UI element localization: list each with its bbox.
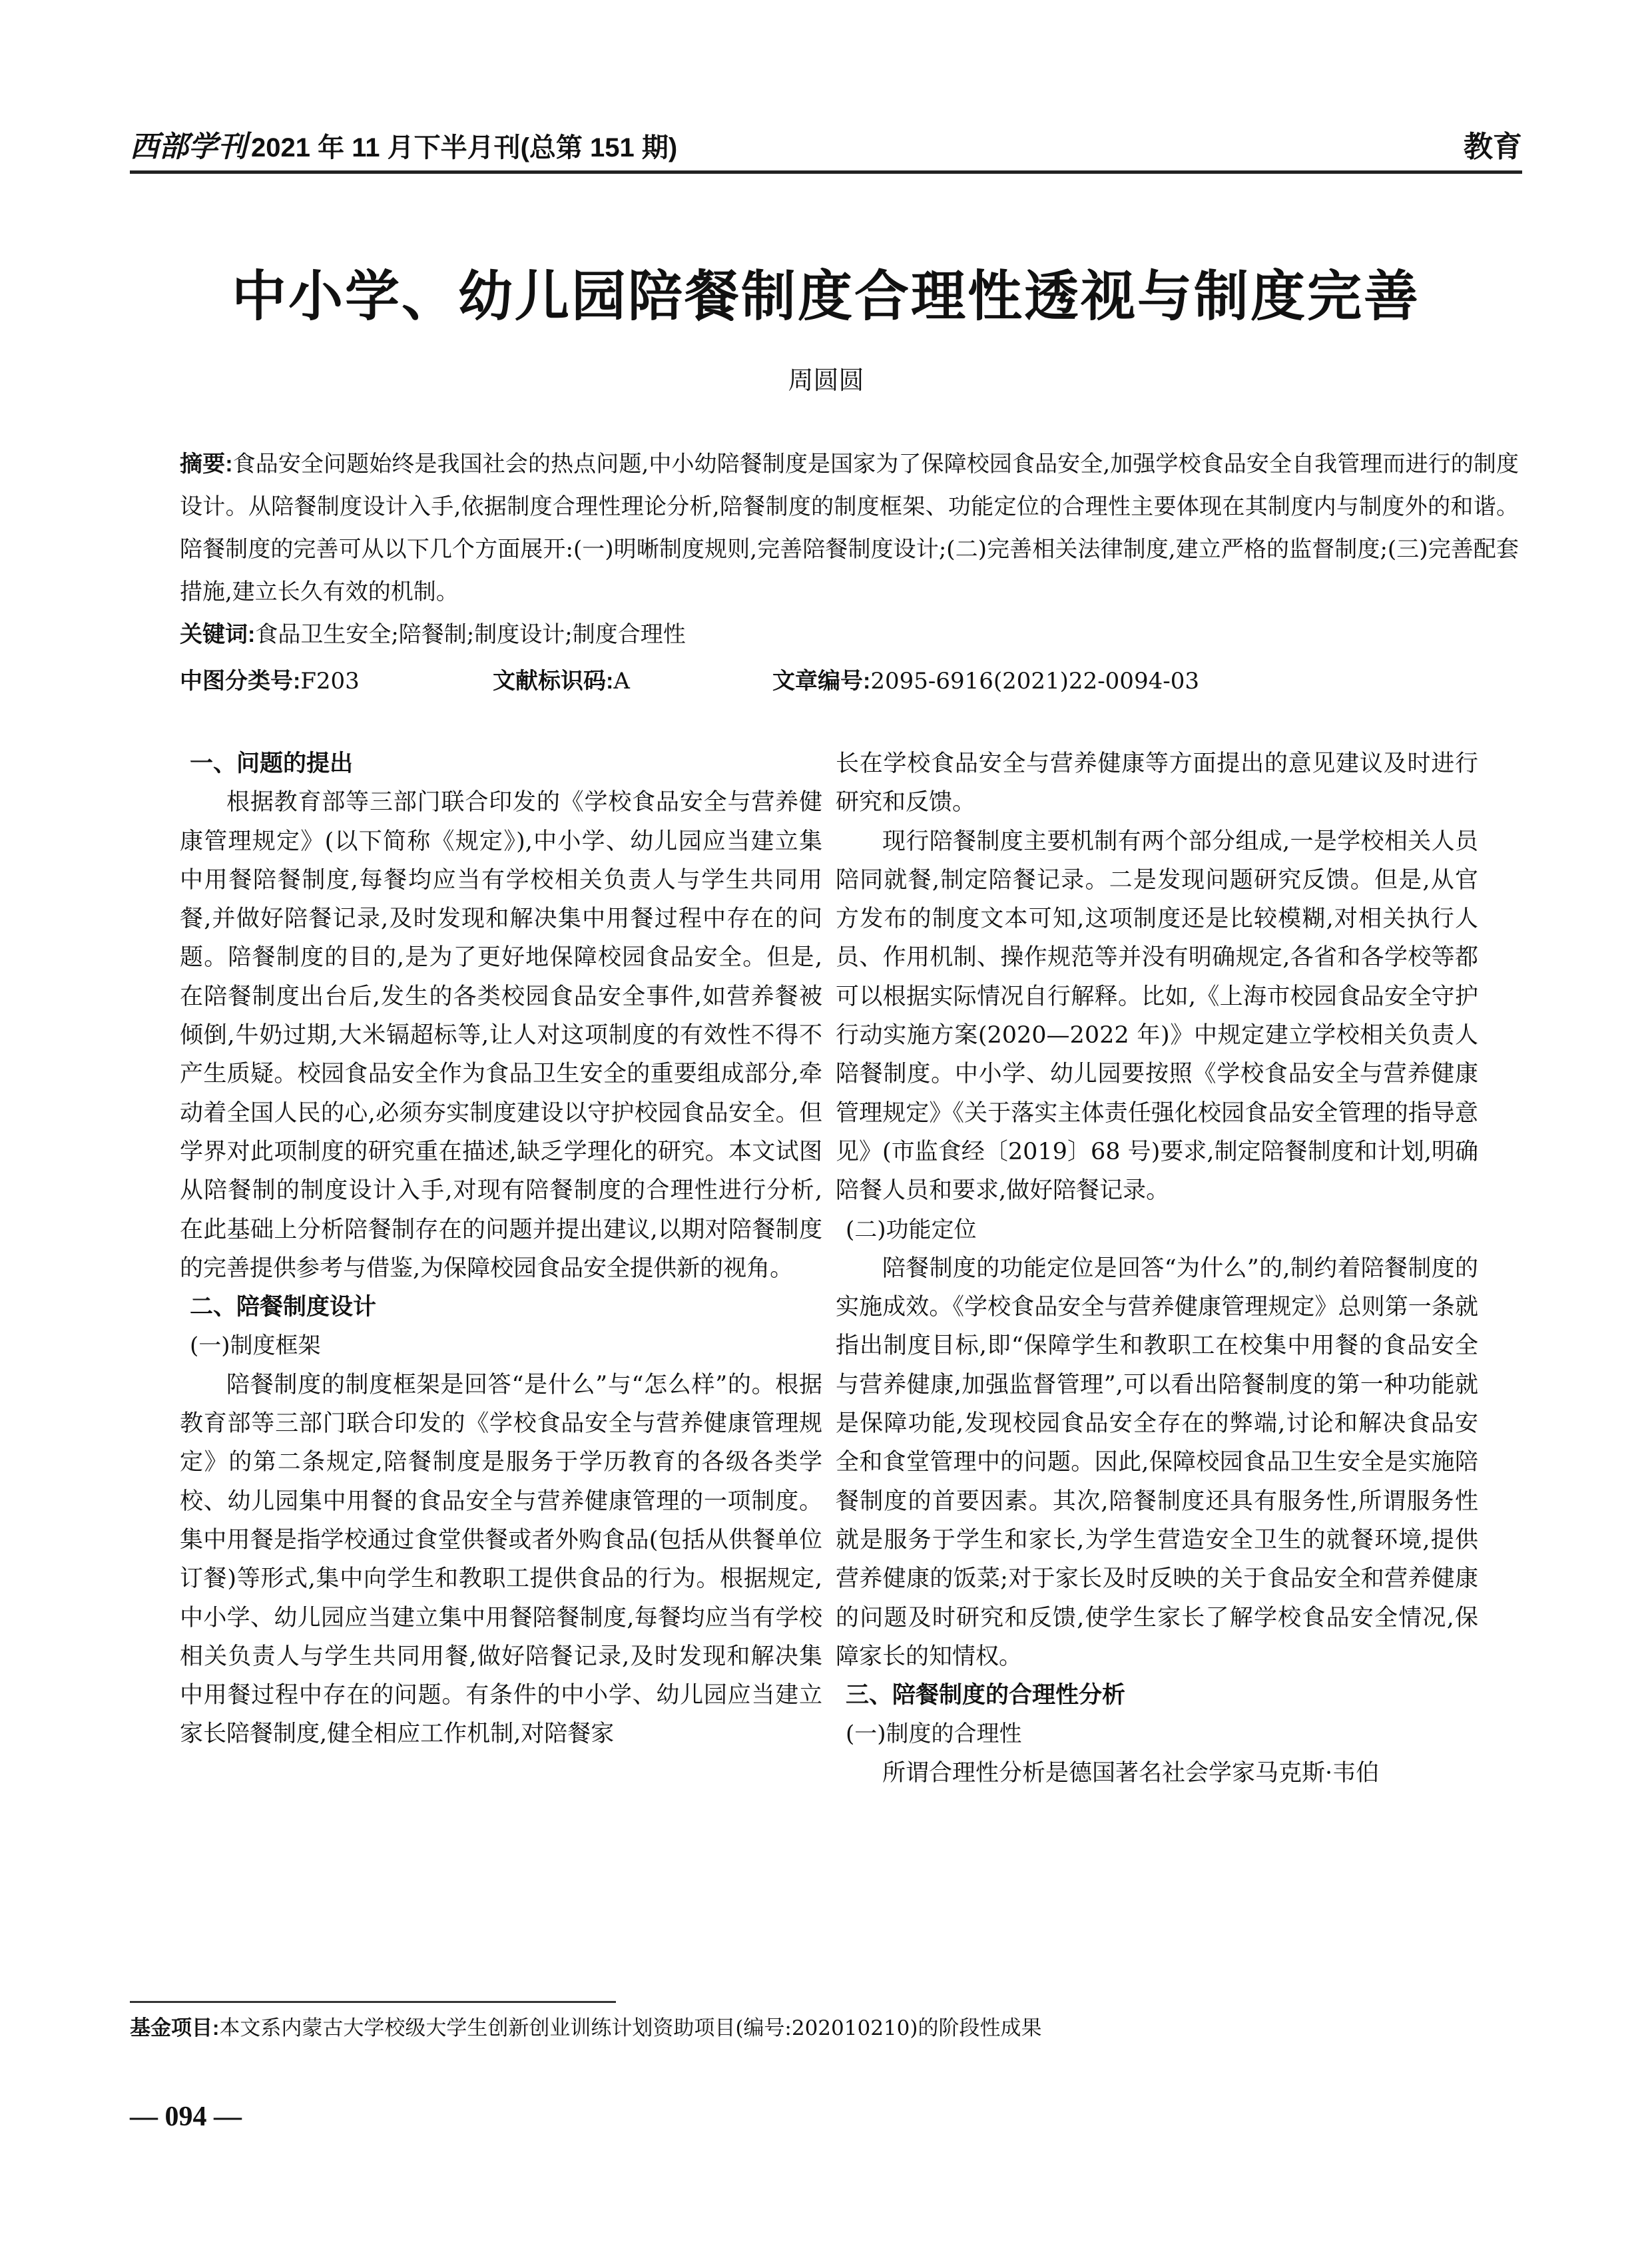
article-number (772, 663, 1199, 695)
clc-label: 中图分类号: (180, 669, 301, 694)
article-number-value: 2095-6916(2021)22-0094-03 (870, 668, 1199, 695)
subsection-heading: (二)功能定位 (846, 1216, 977, 1243)
section-tag: 教育 (1464, 131, 1522, 163)
section-heading-1: 一、问题的提出 (190, 750, 354, 776)
article-title: 中小学、幼儿园陪餐制度合理性透视与制度完善 (231, 265, 1420, 328)
footnote-divider (130, 2001, 616, 2003)
subsection-heading: (一)制度的合理性 (846, 1721, 1022, 1748)
running-header (130, 112, 1522, 174)
doc-label: 文献标识码: (493, 669, 614, 694)
funding-footnote (130, 2011, 1522, 2041)
page-number: — 094 — (130, 2102, 242, 2132)
paragraph: 陪餐制度的功能定位是回答“为什么”的,制约着陪餐制度的实施成效。《学校食品安全与营养健康管理规定》总则第一条就指出制度目标,即“保障学生和教职工在校集中用餐的食品安全与营养健康,加强监督管理”,可以看出陪餐制度的第一种功能就是保障功能,发现校园食品安全存在的弊端,讨论和解决食品安全和食堂管理中的问题。因此,保障校园食品卫生安全是实施陪餐制度的首要因素。其次,陪餐制度还具有服务性,所谓服务性就是服务于学生和家长,为学生营造安全卫生的就餐环境,提供营养健康的饭菜;对于家长及时反映的关于食品安全和营养健康的问题及时研究和反馈,使学生家长了解学校食品安全情况,保障家长的知情权。 (836, 1255, 1478, 1670)
subsection-heading: (一)制度框架 (190, 1332, 321, 1360)
doc-code (493, 663, 772, 695)
body-column-left (180, 744, 822, 1754)
fund-label: 基金项目: (130, 2016, 220, 2040)
keywords-label: 关键词: (180, 622, 256, 647)
issue-text: 2021 年 11 月下半月刊(总第 151 期) (251, 133, 678, 162)
journal-issue-line (130, 123, 677, 165)
clc-value: F203 (300, 668, 360, 695)
abstract (180, 443, 1519, 613)
paragraph: 所谓合理性分析是德国著名社会学家马克斯·韦伯 (882, 1759, 1380, 1787)
classification-line (180, 663, 1519, 695)
keywords (180, 616, 1519, 649)
keywords-text: 食品卫生安全;陪餐制;制度设计;制度合理性 (255, 621, 686, 648)
paragraph: 长在学校食品安全与营养健康等方面提出的意见建议及时进行研究和反馈。 (836, 750, 1478, 816)
fund-text: 本文系内蒙古大学校级大学生创新创业训练计划资助项目(编号:202010210)的阶段性成果 (219, 2016, 1042, 2040)
body-column-right (836, 744, 1478, 1793)
journal-logo: 西部学刊 (130, 130, 247, 164)
doc-value: A (613, 668, 630, 695)
paragraph: 根据教育部等三部门联合印发的《学校食品安全与营养健康管理规定》(以下简称《规定》),中小学、幼儿园应当建立集中用餐陪餐制度,每餐均应当有学校相关负责人与学生共同用餐,并做好陪餐记录,及时发现和解决集中用餐过程中存在的问题。陪餐制度的目的,是为了更好地保障校园食品安全。但是,在陪餐制度出台后,发生的各类校园食品安全事件,如营养餐被倾倒,牛奶过期,大米镉超标等,让人对这项制度的有效性不得不产生质疑。校园食品安全作为食品卫生安全的重要组成部分,牵动着全国人民的心,必须夯实制度建设以守护校园食品安全。但学界对此项制度的研究重在描述,缺乏学理化的研究。本文试图从陪餐制的制度设计入手,对现有陪餐制度的合理性进行分析,在此基础上分析陪餐制存在的问题并提出建议,以期对陪餐制度的完善提供参考与借鉴,为保障校园食品安全提供新的视角。 (180, 789, 822, 1282)
section-heading-2: 二、陪餐制度设计 (190, 1294, 377, 1320)
article-author: 周圆圆 (788, 366, 864, 395)
abstract-label: 摘要: (180, 451, 233, 477)
abstract-text: 食品安全问题始终是我国社会的热点问题,中小幼陪餐制度是国家为了保障校园食品安全,加强学校食品安全自我管理而进行的制度设计。从陪餐制度设计入手,依据制度合理性理论分析,陪餐制度的制度框架、功能定位的合理性主要体现在其制度内与制度外的和谐。陪餐制度的完善可从以下几个方面展开:(一)明晰制度规则,完善陪餐制度设计;(二)完善相关法律制度,建立严格的监督制度;(三)完善配套措施,建立长久有效的机制。 (180, 451, 1519, 605)
article-number-label: 文章编号: (772, 669, 871, 694)
paragraph: 陪餐制度的制度框架是回答“是什么”与“怎么样”的。根据教育部等三部门联合印发的《学校食品安全与营养健康管理规定》的第二条规定,陪餐制度是服务于学历教育的各级各类学校、幼儿园集中用餐的食品安全与营养健康管理的一项制度。集中用餐是指学校通过食堂供餐或者外购食品(包括从供餐单位订餐)等形式,集中向学生和教职工提供食品的行为。根据规定,中小学、幼儿园应当建立集中用餐陪餐制度,每餐均应当有学校相关负责人与学生共同用餐,做好陪餐记录,及时发现和解决集中用餐过程中存在的问题。有条件的中小学、幼儿园应当建立家长陪餐制度,健全相应工作机制,对陪餐家 (180, 1371, 822, 1748)
paragraph: 现行陪餐制度主要机制有两个部分组成,一是学校相关人员陪同就餐,制定陪餐记录。二是发现问题研究反馈。但是,从官方发布的制度文本可知,这项制度还是比较模糊,对相关执行人员、作用机制、操作规范等并没有明确规定,各省和各学校等都可以根据实际情况自行解释。比如,《上海市校园食品安全守护行动实施方案(2020—2022 年)》中规定建立学校相关负责人陪餐制度。中小学、幼儿园要按照《学校食品安全与营养健康管理规定》《关于落实主体责任强化校园食品安全管理的指导意见》(市监食经〔2019〕68 号)要求,制定陪餐制度和计划,明确陪餐人员和要求,做好陪餐记录。 (836, 828, 1478, 1205)
clc-code (180, 663, 493, 695)
section-heading-3: 三、陪餐制度的合理性分析 (846, 1682, 1126, 1709)
